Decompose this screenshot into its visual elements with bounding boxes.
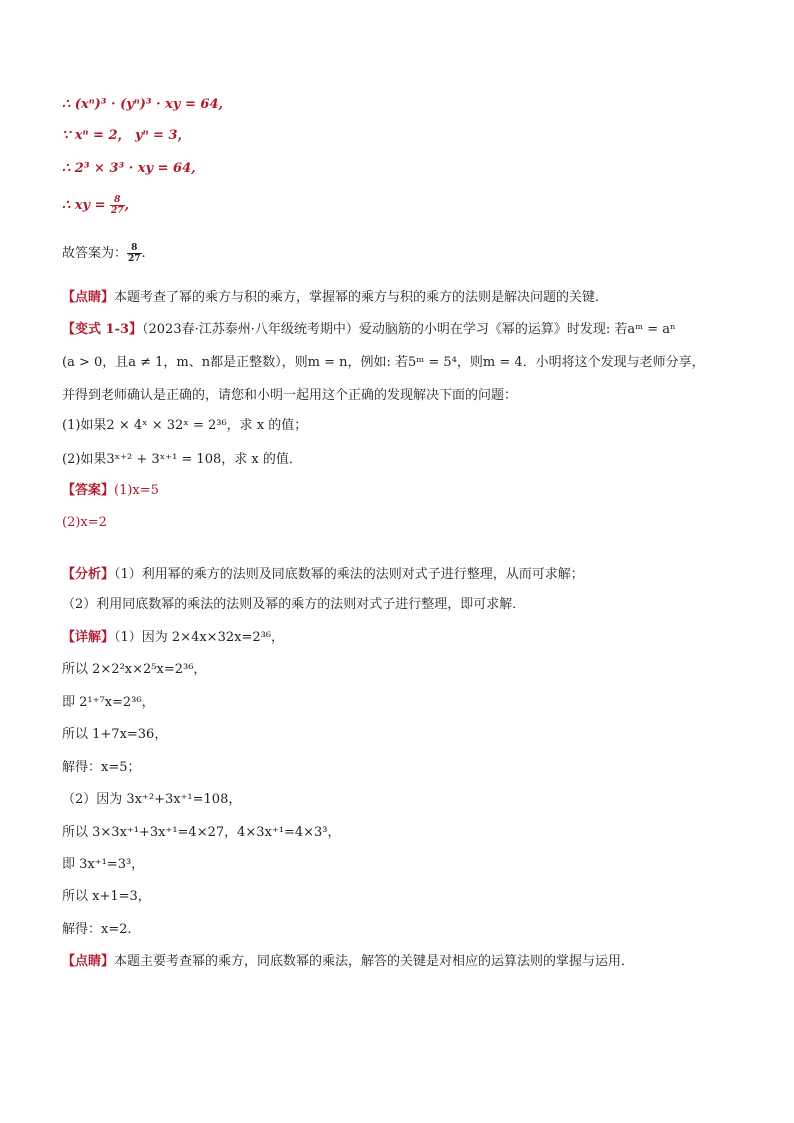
analysis-line-1	[62, 565, 584, 585]
fraction-numerator: 8	[127, 243, 142, 254]
fraction	[127, 243, 142, 264]
dianjing-tag: 【点睛】	[62, 954, 115, 969]
detail-line-7: 所以 3×3x⁺¹+3x⁺¹=4×27，4×3x⁺¹=4×3³，	[62, 825, 341, 840]
fraction-denominator: 27	[111, 206, 124, 216]
analysis-text-1: （1）利用幂的乘方的法则及同底数幂的乘法的法则对式子进行整理，从而可求解；	[114, 567, 584, 582]
analysis-tag: 【分析】	[62, 567, 115, 582]
answer-summary	[62, 243, 146, 264]
detail-text-1: （1）因为 2×4x×32x=2³⁶，	[114, 630, 285, 645]
answer-tag: 【答案】	[62, 483, 115, 498]
detail-line-3: 即 2¹⁺⁷x=2³⁶，	[62, 695, 155, 710]
step4-suffix: ,	[124, 198, 130, 213]
variant-line-3: 并得到老师确认是正确的，请您和小明一起用这个正确的发现解决下面的问题：	[62, 388, 518, 403]
solution-step-4	[62, 195, 129, 216]
detail-line-5: 解得：x=5；	[62, 760, 141, 775]
solution-step-3: ∴ 2³ × 3³ · xy = 64,	[62, 161, 196, 176]
variant-line-2: (a > 0，且a ≠ 1，m、n都是正整数），则m = n，例如: 若5ᵐ = 5⁴，则m = 4．小明将这个发现与老师分享，	[62, 355, 705, 370]
dianjing-tag: 【点睛】	[62, 290, 115, 305]
dianjing-text: 本题主要考查幂的乘方，同底数幂的乘法，解答的关键是对相应的运算法则的掌握与运用．	[114, 954, 635, 969]
answer-block	[62, 481, 159, 501]
fraction	[110, 195, 125, 216]
detail-line-6: （2）因为 3x⁺²+3x⁺¹=108，	[62, 792, 242, 807]
answer-summary-suffix: .	[141, 246, 146, 261]
question-1: (1)如果2 × 4ˣ × 32ˣ = 2³⁶，求 x 的值；	[62, 418, 308, 433]
fraction-numerator: 8	[110, 195, 125, 206]
detail-tag: 【详解】	[62, 630, 115, 645]
variant-line-1	[62, 320, 676, 340]
detail-line-8: 即 3x⁺¹=3³，	[62, 857, 145, 872]
detail-line-1	[62, 628, 284, 648]
dianjing-text: 本题考查了幂的乘方与积的乘方，掌握幂的乘方与积的乘方的法则是解决问题的关键．	[114, 290, 609, 305]
step4-prefix: ∴ xy =	[62, 198, 111, 213]
detail-line-9: 所以 x+1=3，	[62, 889, 151, 904]
solution-step-1: ∴ (xⁿ)³ · (yⁿ)³ · xy = 64,	[62, 97, 224, 112]
variant-text-1: （2023春·江苏泰州·八年级统考期中）爱动脑筋的小明在学习《幂的运算》时发现: 若aᵐ = aⁿ	[142, 322, 676, 337]
dianjing-2	[62, 952, 634, 972]
answer-2: (2)x=2	[62, 515, 107, 530]
fraction-denominator: 27	[128, 254, 141, 264]
dianjing-1	[62, 288, 608, 308]
analysis-line-2: （2）利用同底数幂的乘法的法则及幂的乘方的法则对式子进行整理，即可求解．	[62, 597, 526, 612]
detail-line-4: 所以 1+7x=36，	[62, 727, 168, 742]
variant-tag: 【变式 1-3】	[62, 322, 143, 337]
detail-line-2: 所以 2×2²x×2⁵x=2³⁶，	[62, 662, 207, 677]
question-2: (2)如果3ˣ⁺² + 3ˣ⁺¹ = 108，求 x 的值．	[62, 452, 302, 467]
detail-line-10: 解得：x=2．	[62, 922, 141, 937]
solution-step-2: ∵ xⁿ = 2， yⁿ = 3，	[62, 128, 191, 143]
answer-1: (1)x=5	[114, 483, 159, 498]
answer-summary-label: 故答案为：	[62, 246, 128, 261]
